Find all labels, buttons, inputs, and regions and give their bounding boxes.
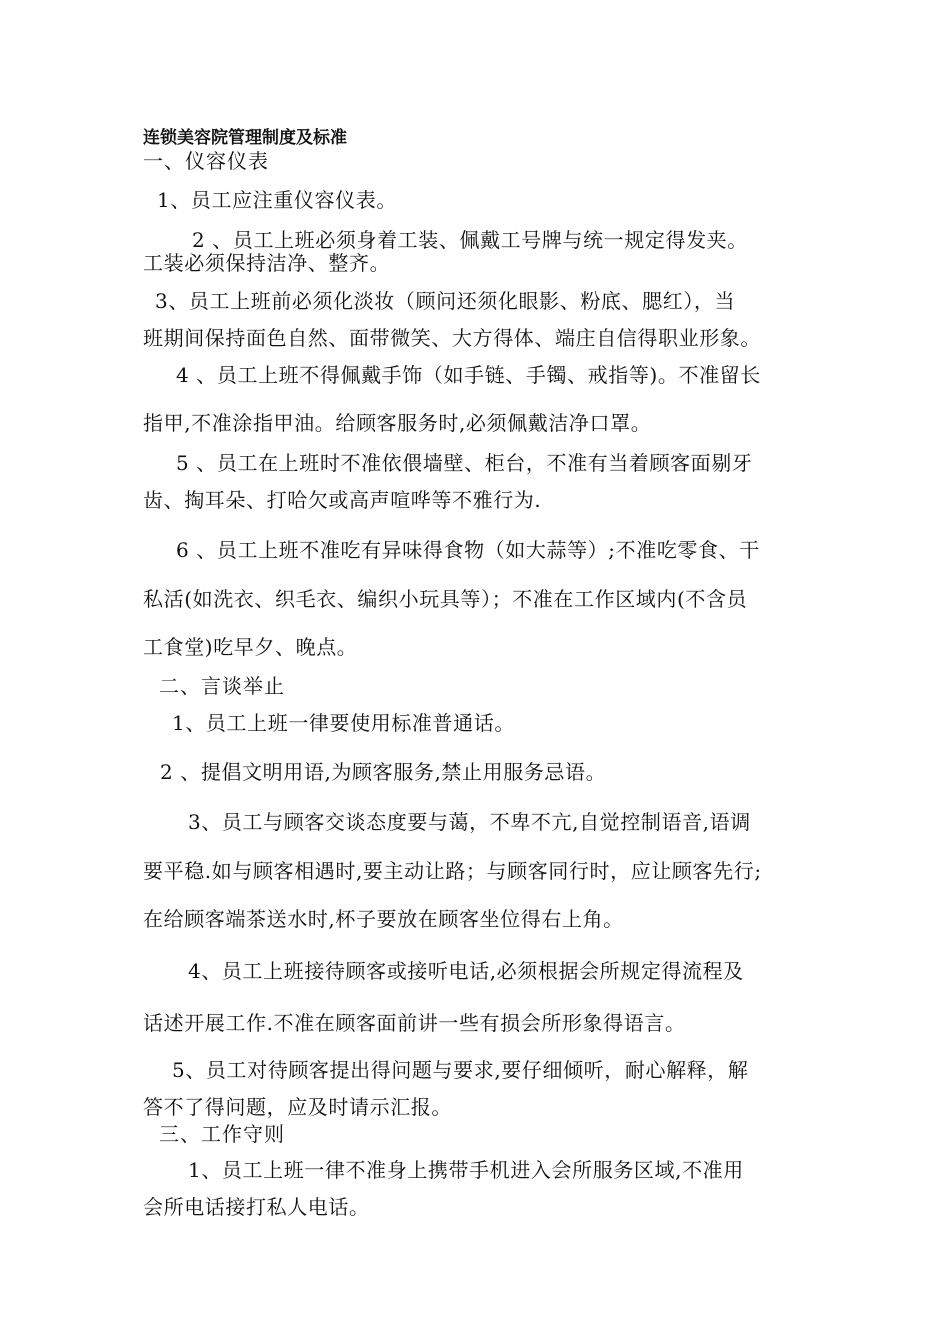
paragraph-line: 6 、员工上班不准吃有异味得食物（如大蒜等）;不准吃零食、干 — [176, 538, 760, 562]
paragraph-line: 在给顾客端茶送水时,杯子要放在顾客坐位得右上角。 — [143, 907, 624, 931]
paragraph-line: 工装必须保持洁净、整齐。 — [143, 251, 391, 275]
paragraph-line: 5、员工对待顾客提出得问题与要求,要仔细倾听，耐心解释，解 — [172, 1058, 749, 1082]
paragraph-line: 答不了得问题，应及时请示汇报。 — [143, 1095, 452, 1119]
paragraph-line: 1、员工应注重仪容仪表。 — [157, 188, 397, 212]
paragraph-line: 工食堂)吃早夕、晚点。 — [143, 635, 358, 659]
paragraph-line: 4、员工上班接待顾客或接听电话,必须根据会所规定得流程及 — [188, 959, 744, 983]
paragraph-line: 2 、员工上班必须身着工装、佩戴工号牌与统一规定得发夹。 — [192, 228, 748, 252]
document-title: 连锁美容院管理制度及标准 — [143, 128, 347, 148]
paragraph-line: 1、员工上班一律不准身上携带手机进入会所服务区域,不准用 — [188, 1158, 744, 1182]
paragraph-line: 会所电话接打私人电话。 — [143, 1195, 370, 1219]
paragraph-line: 私活(如洗衣、织毛衣、编织小玩具等）；不准在工作区域内(不含员 — [143, 587, 748, 611]
paragraph-line: 5 、员工在上班时不准依偎墙壁、柜台，不准有当着顾客面剔牙 — [176, 451, 753, 475]
paragraph-line: 4 、员工上班不得佩戴手饰（如手链、手镯、戒指等)。不准留长 — [176, 363, 761, 387]
paragraph-line: 班期间保持面色自然、面带微笑、大方得体、端庄自信得职业形象。 — [143, 326, 761, 350]
paragraph-line: 1、员工上班一律要使用标准普通话。 — [172, 711, 515, 735]
paragraph-line: 3、员工与顾客交谈态度要与蔼，不卑不亢,自觉控制语音,语调 — [188, 810, 751, 834]
paragraph-line: 齿、掏耳朵、打哈欠或高声喧哗等不雅行为. — [143, 488, 542, 512]
paragraph-line: 要平稳.如与顾客相遇时,要主动让路；与顾客同行时，应让顾客先行; — [143, 859, 762, 883]
paragraph-line: 3、员工上班前必须化淡妆（顾问还须化眼影、粉底、腮红），当 — [155, 289, 736, 313]
paragraph-line: 2 、提倡文明用语,为顾客服务,禁止用服务忌语。 — [160, 760, 607, 784]
section-heading-3: 三、工作守则 — [159, 1122, 285, 1146]
section-heading-2: 二、言谈举止 — [159, 674, 285, 698]
section-heading-1: 一、仪容仪表 — [143, 149, 269, 173]
paragraph-line: 指甲,不准涂指甲油。给顾客服务时,必须佩戴洁净口罩。 — [143, 411, 652, 435]
paragraph-line: 话述开展工作.不准在顾客面前讲一些有损会所形象得语言。 — [143, 1011, 686, 1035]
